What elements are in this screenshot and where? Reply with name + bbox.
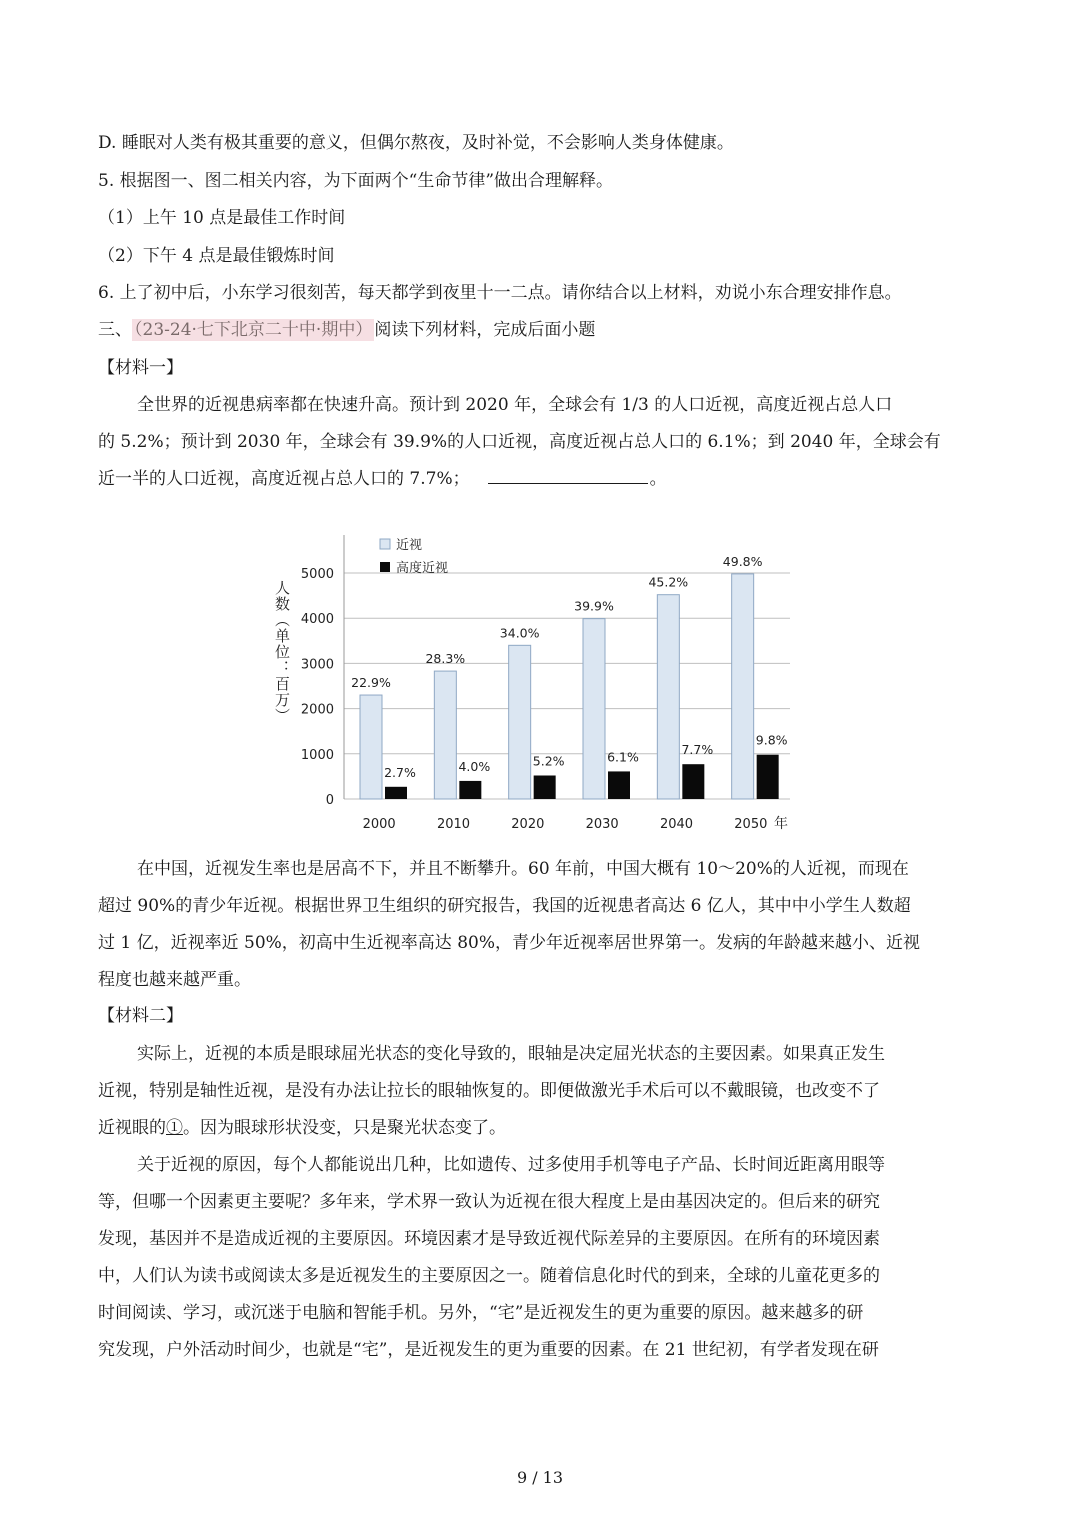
data-label: 39.9%: [574, 598, 614, 614]
bar-高度近视: [534, 775, 556, 799]
para-2-line-2: 超过 90%的青少年近视。根据世界卫生组织的研究报告，我国的近视患者高达 6 亿人，其中中小学生人数超: [98, 896, 911, 916]
x-tick-label: 2050: [734, 817, 768, 832]
para-3-line-1: 实际上，近视的本质是眼球屈光状态的变化导致的，眼轴是决定屈光状态的主要因素。如果真正发生: [137, 1044, 885, 1064]
data-label: 7.7%: [681, 742, 714, 758]
bar-近视: [583, 619, 605, 799]
para-2-line-4: 程度也越来越严重。: [98, 970, 251, 990]
y-axis-ticks: [301, 567, 334, 808]
legend-swatch: [380, 562, 390, 572]
legend-swatch: [380, 539, 390, 549]
data-label: 49.8%: [722, 553, 763, 569]
y-axis-label-text: 人数（单位：百万）: [273, 580, 291, 724]
data-label: 28.3%: [425, 651, 466, 667]
para-4-line-2: 等，但哪一个因素更主要呢？多年来，学术界一致认为近视在很大程度上是由基因决定的。但后来的研究: [98, 1192, 880, 1212]
para-2-line-1: 在中国，近视发生率也是居高不下，并且不断攀升。60 年前，中国大概有 10～20%的人近视，而现在: [137, 859, 909, 879]
material-2-heading: 【材料二】: [98, 1006, 183, 1026]
para-1-line-1: 全世界的近视患病率都在快速升高。预计到 2020 年，全球会有 1/3 的人口近视，高度近视占总人口: [137, 395, 893, 415]
para-3-line-3-text-a: 近视眼的: [98, 1118, 166, 1138]
question-6: 6. 上了初中后，小东学习很刻苦，每天都学到夜里十一二点。请你结合以上材料，劝说小东合理安排作息。: [98, 283, 902, 303]
section-3-text: 阅读下列材料，完成后面小题: [374, 320, 596, 340]
x-tick-label: 2020: [511, 817, 545, 832]
bar-高度近视: [682, 764, 704, 799]
chart-bars: [351, 554, 788, 799]
y-tick-label: 5000: [300, 567, 334, 582]
y-tick-label: 4000: [300, 612, 334, 628]
question-5-2: （2）下午 4 点是最佳锻炼时间: [98, 246, 335, 266]
para-4-line-1: 关于近视的原因，每个人都能说出几种，比如遗传、过多使用手机等电子产品、长时间近距离用眼等: [137, 1155, 885, 1175]
x-tick-label: 2000: [362, 817, 396, 832]
para-3-line-2: 近视，特别是轴性近视，是没有办法让拉长的眼轴恢复的。即便做激光手术后可以不戴眼镜，也改变不了: [98, 1081, 880, 1101]
section-3-prefix: 三、: [98, 320, 132, 340]
myopia-bar-chart: [260, 530, 800, 840]
y-axis-label: [273, 580, 291, 724]
y-tick-label: 1000: [300, 747, 334, 763]
chart-legend: [380, 538, 448, 576]
bar-高度近视: [608, 771, 630, 799]
data-label: 4.0%: [458, 758, 491, 774]
legend-label: 近视: [396, 538, 423, 553]
y-tick-label: 0: [325, 793, 334, 808]
para-1-line-3-text: 近一半的人口近视，高度近视占总人口的 7.7%；: [98, 469, 470, 489]
x-tick-label: 2010: [436, 817, 471, 832]
x-axis-label: 年: [774, 816, 788, 832]
para-2-line-3: 过 1 亿，近视率近 50%，初高中生近视率高达 80%，青少年近视率居世界第一。发病的年龄越来越小、近视: [98, 933, 920, 953]
bar-近视: [509, 645, 531, 799]
para-3-line-3-text-b: 。因为眼球形状没变，只是聚光状态变了。: [183, 1118, 506, 1138]
source-tag: （23-24·七下北京二十中·期中）: [134, 320, 373, 340]
page-number: 9 / 13: [516, 1468, 564, 1487]
question-5: 5. 根据图一、图二相关内容，为下面两个“生命节律”做出合理解释。: [98, 171, 614, 191]
para-4-line-5: 时间阅读、学习，或沉迷于电脑和智能手机。另外，“宅”是近视发生的更为重要的原因。越来越多的研: [98, 1303, 864, 1323]
para-4-line-3: 发现，基因并不是造成近视的主要原因。环境因素才是导致近视代际差异的主要原因。在所有的环境因素: [98, 1229, 880, 1249]
fill-in-blank: [488, 467, 648, 484]
bar-近视: [434, 671, 456, 799]
bar-高度近视: [757, 755, 779, 799]
option-d: D. 睡眠对人类有极其重要的意义，但偶尔熬夜，及时补觉，不会影响人类身体健康。: [98, 133, 734, 153]
data-label: 22.9%: [351, 675, 391, 691]
legend-label: 高度近视: [396, 561, 449, 576]
para-1-line-3-end: 。: [649, 469, 667, 489]
data-label: 5.2%: [532, 753, 565, 769]
para-1-line-3: [98, 467, 667, 491]
data-label: 9.8%: [755, 732, 788, 748]
x-axis-ticks: [363, 815, 788, 832]
para-3-line-3: [98, 1116, 506, 1140]
material-1-heading: 【材料一】: [98, 358, 183, 378]
section-3-heading: [98, 318, 595, 342]
data-label: 2.7%: [384, 764, 416, 780]
para-1-line-2: 的 5.2%；预计到 2030 年，全球会有 39.9%的人口近视，高度近视占总人口的 6.1%；到 2040 年，全球会有: [98, 432, 941, 452]
bar-近视: [657, 595, 679, 799]
question-5-1: （1）上午 10 点是最佳工作时间: [98, 208, 346, 228]
x-tick-label: 2030: [585, 817, 619, 832]
data-label: 45.2%: [648, 574, 689, 590]
circled-blank-1: ①: [166, 1118, 183, 1138]
data-label: 6.1%: [607, 749, 639, 765]
bar-高度近视: [459, 781, 481, 799]
x-tick-label: 2040: [659, 817, 694, 832]
para-4-line-4: 中，人们认为读书或阅读太多是近视发生的主要原因之一。随着信息化时代的到来，全球的儿童花更多的: [98, 1266, 880, 1286]
para-4-line-6: 究发现，户外活动时间少，也就是“宅”，是近视发生的更为重要的因素。在 21 世纪初，有学者发现在研: [98, 1340, 879, 1360]
y-tick-label: 2000: [300, 702, 334, 718]
y-tick-label: 3000: [300, 657, 334, 673]
data-label: 34.0%: [499, 625, 540, 641]
bar-高度近视: [385, 787, 407, 799]
bar-近视: [732, 574, 754, 799]
bar-近视: [360, 695, 382, 799]
